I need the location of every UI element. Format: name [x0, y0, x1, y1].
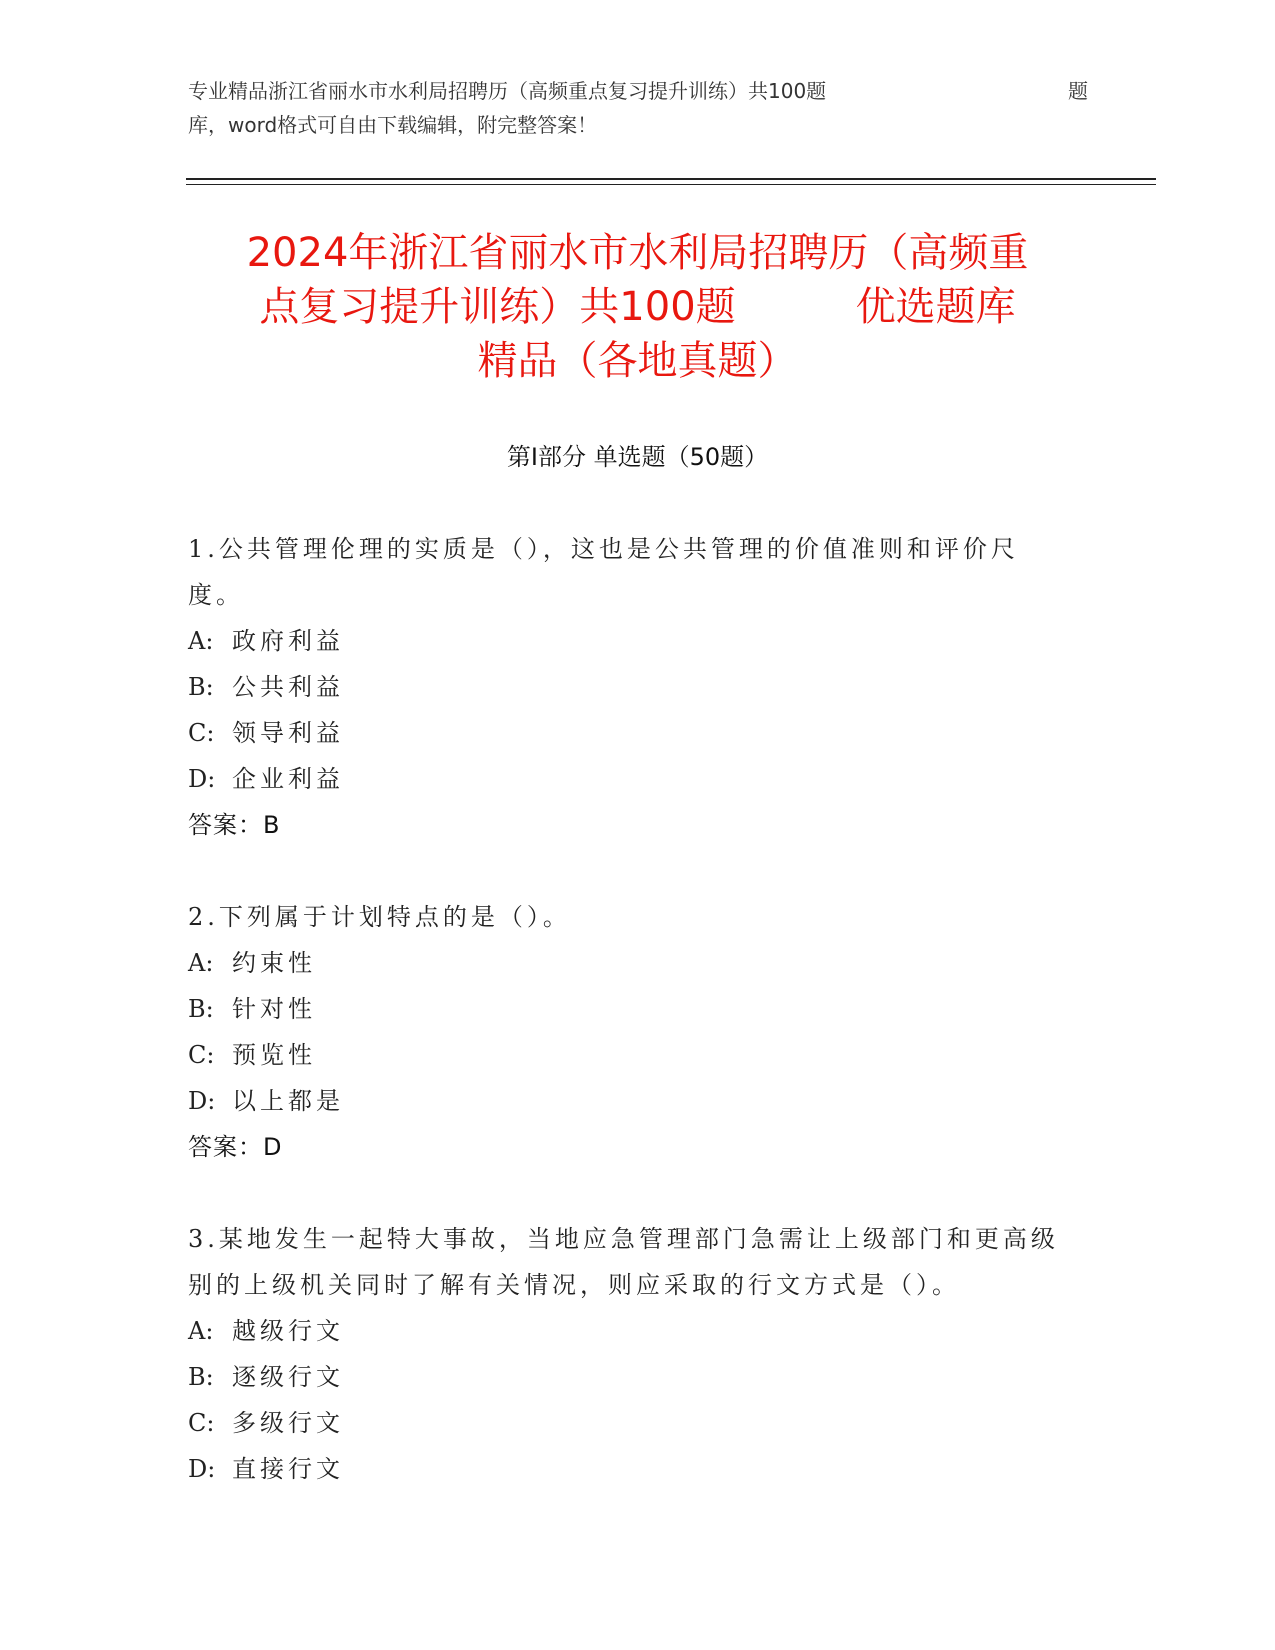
- option-text: 公共利益: [232, 673, 344, 701]
- option-text: 逐级行文: [232, 1363, 344, 1391]
- question-stem: 1.公共管理伦理的实质是（），这也是公共管理的价值准则和评价尺度。: [188, 535, 1019, 609]
- option-key: B:: [188, 995, 214, 1023]
- answer: 答案：B: [188, 811, 281, 839]
- option-c: [188, 1032, 1068, 1078]
- header-note-row: [188, 74, 1088, 108]
- question-2: [188, 894, 1068, 1170]
- option-text: 多级行文: [232, 1409, 344, 1437]
- section-heading: 第Ⅰ部分 单选题（50题）: [506, 443, 769, 471]
- option-key: C:: [188, 719, 215, 747]
- option-key: B:: [188, 1363, 214, 1391]
- question-list: [188, 526, 1068, 1538]
- option-key: C:: [188, 1041, 215, 1069]
- option-d: [188, 1078, 1068, 1124]
- option-key: C:: [188, 1409, 215, 1437]
- option-text: 针对性: [232, 995, 316, 1023]
- option-key: A:: [188, 1317, 214, 1345]
- document-title: [170, 226, 1105, 388]
- option-text: 政府利益: [232, 627, 344, 655]
- option-key: D:: [188, 765, 216, 793]
- title-line-3: 精品（各地真题）: [477, 338, 798, 384]
- option-text: 领导利益: [232, 719, 344, 747]
- title-line-1: 2024年浙江省丽水市水利局招聘历（高频重: [246, 230, 1029, 276]
- option-key: D:: [188, 1455, 216, 1483]
- option-b: [188, 664, 1068, 710]
- option-a: [188, 940, 1068, 986]
- header-note-line2: 库，word格式可自由下载编辑，附完整答案！: [188, 113, 598, 137]
- question-1: [188, 526, 1068, 848]
- question-stem: 2.下列属于计划特点的是（）。: [188, 903, 571, 931]
- option-key: D:: [188, 1087, 216, 1115]
- option-c: [188, 1400, 1068, 1446]
- option-d: [188, 1446, 1068, 1492]
- header-note: [188, 74, 1088, 142]
- option-text: 以上都是: [232, 1087, 344, 1115]
- question-3: [188, 1216, 1068, 1492]
- option-text: 预览性: [232, 1041, 316, 1069]
- option-text: 越级行文: [232, 1317, 344, 1345]
- option-text: 直接行文: [232, 1455, 344, 1483]
- option-b: [188, 1354, 1068, 1400]
- answer: 答案：D: [188, 1133, 283, 1161]
- header-divider-thin: [186, 184, 1156, 185]
- option-text: 约束性: [232, 949, 316, 977]
- title-line-2: 点复习提升训练）共100题 优选题库: [259, 284, 1016, 330]
- option-c: [188, 710, 1068, 756]
- option-key: B:: [188, 673, 214, 701]
- header-note-line1: 专业精品浙江省丽水市水利局招聘历（高频重点复习提升训练）共100题: [188, 79, 827, 103]
- option-a: [188, 618, 1068, 664]
- option-b: [188, 986, 1068, 1032]
- question-stem: 3.某地发生一起特大事故，当地应急管理部门急需让上级部门和更高级别的上级机关同时了解有关情况，则应采取的行文方式是（）。: [188, 1225, 1059, 1299]
- option-a: [188, 1308, 1068, 1354]
- option-key: A:: [188, 949, 214, 977]
- option-d: [188, 756, 1068, 802]
- header-note-line1-tail: 题: [1068, 79, 1088, 103]
- option-key: A:: [188, 627, 214, 655]
- option-text: 企业利益: [232, 765, 344, 793]
- header-divider-thick: [186, 178, 1156, 180]
